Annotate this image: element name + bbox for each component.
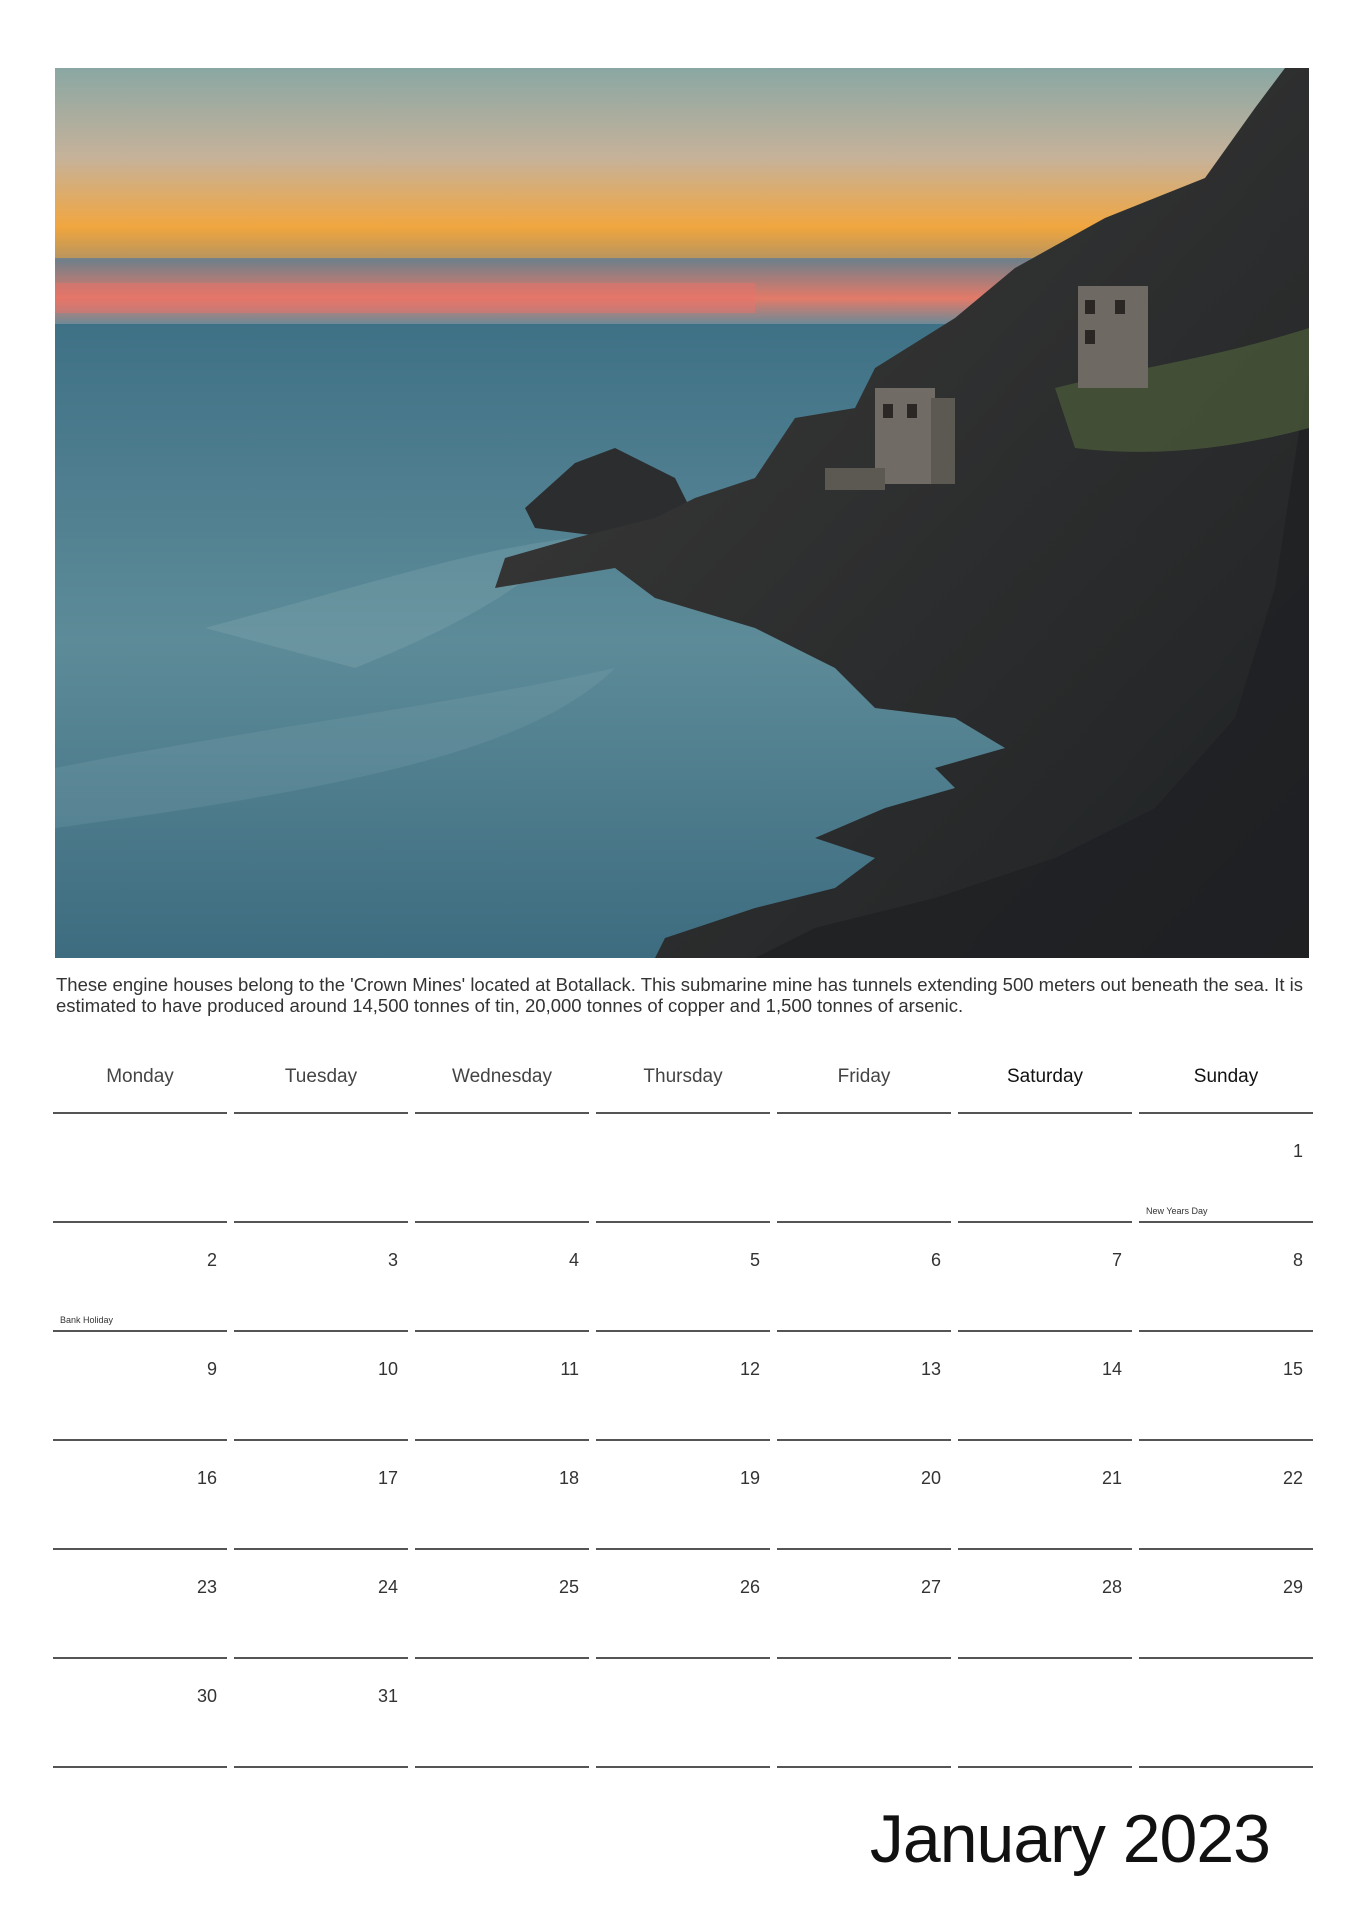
calendar-day-cell [596, 1332, 770, 1441]
calendar-day-cell [234, 1223, 408, 1332]
calendar-day-cell [596, 1659, 770, 1768]
calendar-week-row [53, 1332, 1313, 1441]
calendar-day-cell [53, 1332, 227, 1441]
calendar-day-cell [777, 1114, 951, 1223]
calendar-week-row [53, 1659, 1313, 1768]
day-number: 22 [1282, 1468, 1303, 1488]
day-number: 17 [377, 1468, 398, 1488]
day-number: 1 [1292, 1141, 1303, 1161]
calendar-day-cell [415, 1332, 589, 1441]
calendar-day-cell [53, 1223, 227, 1332]
calendar-day-cell [53, 1659, 227, 1768]
day-number: 20 [920, 1468, 941, 1488]
weekday-header-row [53, 1040, 1313, 1114]
calendar-day-cell [596, 1114, 770, 1223]
calendar-day-cell [415, 1659, 589, 1768]
calendar-day-cell [53, 1550, 227, 1659]
day-number: 2 [206, 1250, 217, 1270]
holiday-note: Bank Holiday [60, 1315, 114, 1325]
day-number: 12 [739, 1359, 760, 1379]
calendar-day-cell [958, 1114, 1132, 1223]
calendar-day-cell [777, 1659, 951, 1768]
calendar-day-cell [415, 1550, 589, 1659]
calendar-day-cell [958, 1332, 1132, 1441]
day-number: 5 [749, 1250, 760, 1270]
calendar-day-cell [53, 1441, 227, 1550]
calendar-day-cell [777, 1332, 951, 1441]
weekday-header-thursday: Thursday [596, 1040, 770, 1114]
weekday-header-wednesday: Wednesday [415, 1040, 589, 1114]
calendar-day-cell [234, 1332, 408, 1441]
calendar-day-cell [596, 1223, 770, 1332]
calendar-day-cell [1139, 1441, 1313, 1550]
calendar-day-cell [234, 1114, 408, 1223]
calendar-day-cell [958, 1659, 1132, 1768]
day-number: 11 [560, 1359, 579, 1379]
calendar-day-cell [596, 1441, 770, 1550]
day-number: 25 [558, 1577, 579, 1597]
calendar-day-cell [958, 1223, 1132, 1332]
day-number: 16 [196, 1468, 217, 1488]
day-number: 27 [920, 1577, 941, 1597]
calendar-day-cell [234, 1441, 408, 1550]
weekday-header-saturday: Saturday [958, 1040, 1132, 1114]
calendar-day-cell [777, 1223, 951, 1332]
day-number: 30 [196, 1686, 217, 1706]
day-number: 9 [206, 1359, 217, 1379]
calendar-day-cell [958, 1550, 1132, 1659]
day-number: 3 [387, 1250, 398, 1270]
weekday-header-tuesday: Tuesday [234, 1040, 408, 1114]
calendar-day-cell [234, 1550, 408, 1659]
holiday-note: New Years Day [1146, 1206, 1208, 1216]
weekday-header-sunday: Sunday [1139, 1040, 1313, 1114]
calendar-day-cell [415, 1223, 589, 1332]
cover-photo [55, 68, 1309, 958]
calendar-day-cell [777, 1550, 951, 1659]
coastal-mine-landscape [55, 68, 1309, 958]
day-number: 7 [1111, 1250, 1122, 1270]
day-number: 15 [1282, 1359, 1303, 1379]
calendar-day-cell [415, 1114, 589, 1223]
calendar-day-cell [958, 1441, 1132, 1550]
calendar-weeks [53, 1114, 1313, 1768]
calendar-day-cell [1139, 1550, 1313, 1659]
calendar-day-cell [415, 1441, 589, 1550]
weekday-header-monday: Monday [53, 1040, 227, 1114]
day-number: 18 [558, 1468, 579, 1488]
calendar-day-cell [234, 1659, 408, 1768]
calendar-week-row [53, 1223, 1313, 1332]
day-number: 23 [196, 1577, 217, 1597]
calendar-day-cell [1139, 1659, 1313, 1768]
day-number: 24 [377, 1577, 398, 1597]
day-number: 29 [1282, 1577, 1303, 1597]
day-number: 6 [930, 1250, 941, 1270]
day-number: 26 [739, 1577, 760, 1597]
calendar-day-cell [1139, 1223, 1313, 1332]
photo-caption: These engine houses belong to the 'Crown Mines' located at Botallack. This submarine mine has tunnels extending 500 meters out beneath the sea. It is estimated to have produced around 14,500 tonnes of tin, 20,000 tonnes of copper and 1,500 tonnes of arsenic. [56, 974, 1303, 1016]
calendar-day-cell [1139, 1114, 1313, 1223]
day-number: 14 [1101, 1359, 1122, 1379]
calendar-week-row [53, 1550, 1313, 1659]
month-title: January 2023 [869, 1801, 1270, 1877]
day-number: 10 [377, 1359, 398, 1379]
day-number: 28 [1101, 1577, 1122, 1597]
weekday-header-friday: Friday [777, 1040, 951, 1114]
calendar-week-row [53, 1441, 1313, 1550]
calendar-week-row [53, 1114, 1313, 1223]
calendar-grid [53, 1040, 1313, 1768]
day-number: 31 [377, 1686, 398, 1706]
calendar-day-cell [596, 1550, 770, 1659]
day-number: 8 [1292, 1250, 1303, 1270]
calendar-day-cell [1139, 1332, 1313, 1441]
day-number: 4 [568, 1250, 579, 1270]
day-number: 13 [920, 1359, 941, 1379]
calendar-day-cell [53, 1114, 227, 1223]
calendar-day-cell [777, 1441, 951, 1550]
day-number: 19 [739, 1468, 760, 1488]
day-number: 21 [1101, 1468, 1122, 1488]
